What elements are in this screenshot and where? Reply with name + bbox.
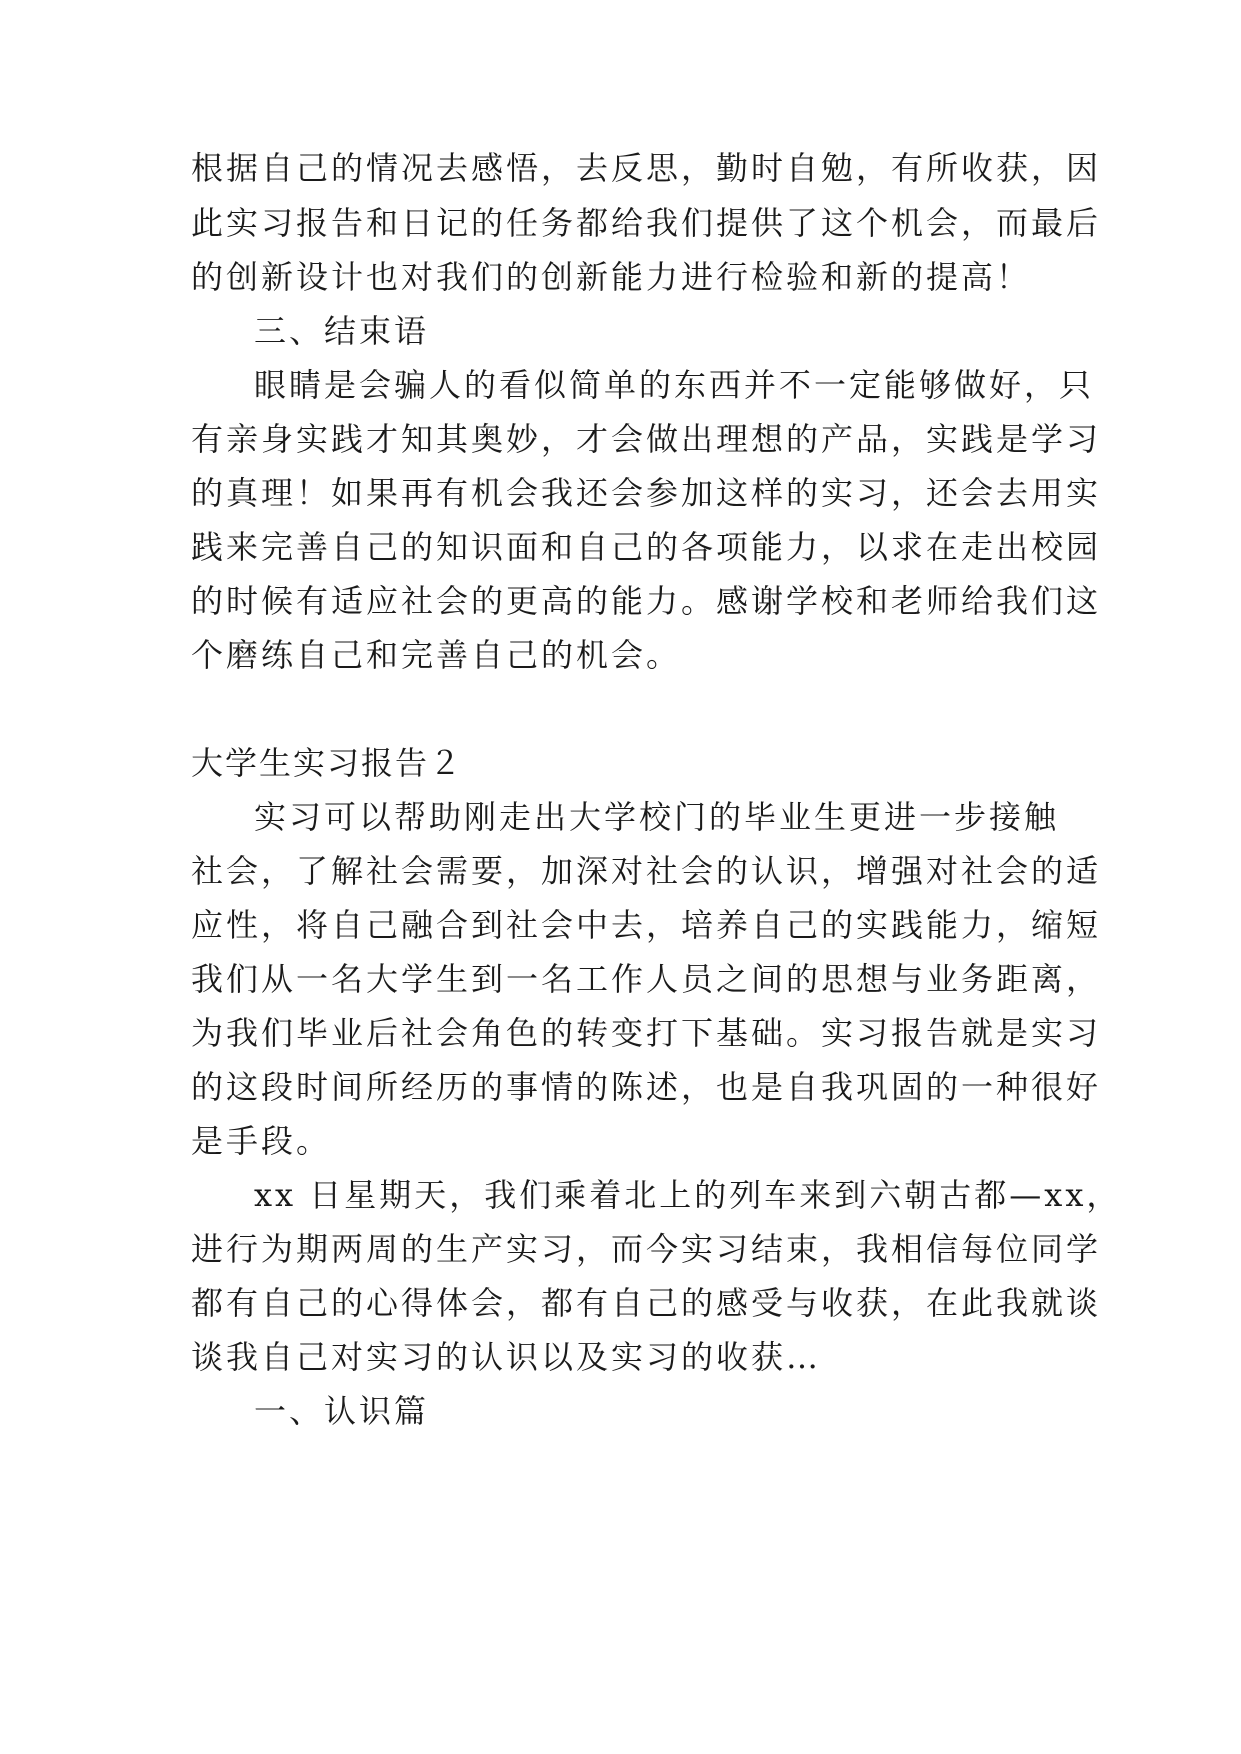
paragraph-line: 眼睛是会骗人的看似简单的东西并不一定能够做好，只	[254, 366, 1095, 404]
paragraph-line: 践来完善自己的知识面和自己的各项能力，以求在走出校园	[191, 528, 1102, 566]
paragraph-line: xx 日星期天，我们乘着北上的列车来到六朝古都—xx，	[254, 1176, 1122, 1214]
paragraph-line: 是手段。	[191, 1122, 332, 1160]
section-heading: 一、认识篇	[254, 1392, 430, 1430]
paragraph-line: 为我们毕业后社会角色的转变打下基础。实习报告就是实习	[191, 1014, 1102, 1052]
paragraph-line: 谈我自己对实习的认识以及实习的收获…	[191, 1338, 822, 1376]
paragraph-line: 的创新设计也对我们的创新能力进行检验和新的提高！	[191, 258, 1032, 296]
paragraph-line: 都有自己的心得体会，都有自己的感受与收获，在此我就谈	[191, 1284, 1102, 1322]
paragraph-line: 我们从一名大学生到一名工作人员之间的思想与业务距离，	[191, 960, 1102, 998]
paragraph-line: 此实习报告和日记的任务都给我们提供了这个机会，而最后	[191, 204, 1102, 242]
paragraph-line: 实习可以帮助刚走出大学校门的毕业生更进一步接触	[254, 798, 1060, 836]
paragraph-line: 的这段时间所经历的事情的陈述，也是自我巩固的一种很好	[191, 1068, 1102, 1106]
report-title: 大学生实习报告２	[191, 744, 464, 782]
section-heading: 三、结束语	[254, 312, 430, 350]
paragraph-line: 的时候有适应社会的更高的能力。感谢学校和老师给我们这	[191, 582, 1102, 620]
paragraph-line: 进行为期两周的生产实习，而今实习结束，我相信每位同学	[191, 1230, 1102, 1268]
paragraph-line: 个磨练自己和完善自己的机会。	[191, 636, 682, 674]
paragraph-line: 有亲身实践才知其奥妙，才会做出理想的产品，实践是学习	[191, 420, 1102, 458]
paragraph-line: 社会，了解社会需要，加深对社会的认识，增强对社会的适	[191, 852, 1102, 890]
paragraph-line: 的真理！如果再有机会我还会参加这样的实习，还会去用实	[191, 474, 1102, 512]
paragraph-line: 应性，将自己融合到社会中去，培养自己的实践能力，缩短	[191, 906, 1102, 944]
paragraph-line: 根据自己的情况去感悟，去反思，勤时自勉，有所收获，因	[191, 149, 1102, 187]
